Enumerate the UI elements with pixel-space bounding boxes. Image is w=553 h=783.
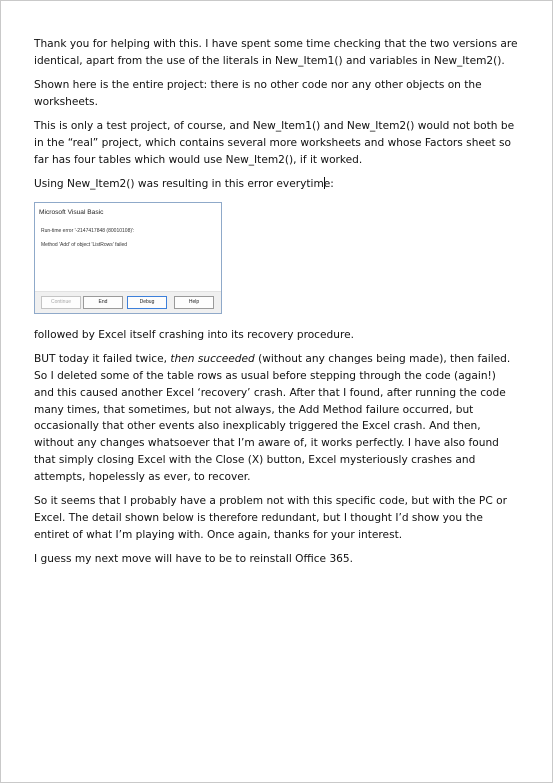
help-button[interactable]: Help (174, 296, 214, 309)
paragraph-5: followed by Excel itself crashing into its recovery procedure. (34, 328, 354, 341)
error-dialog-screenshot (34, 202, 222, 314)
document-body (34, 36, 519, 575)
paragraph-7: So it seems that I probably have a problem not with this specific code, but with the PC or Excel. The detail shown below is therefore redundant, but I thought I’d show you the entiret of what I’m playing with. Once again, thanks for your interest. (34, 495, 507, 541)
paragraph-4 (34, 176, 519, 193)
paragraph-6-text-a: BUT today it failed twice, (34, 353, 171, 366)
paragraph-2: Shown here is the entire project: there is no other code nor any other objects on the worksheets. (34, 79, 482, 108)
paragraph-1: Thank you for helping with this. I have spent some time checking that the two versions are identical, apart from the use of the literals in New_Item1() and variables in New_Item2(). (34, 38, 518, 67)
paragraph-6 (34, 351, 519, 485)
paragraph-4-text-a: Using New_Item2() was resulting in this error everytim (34, 178, 324, 191)
paragraph-6-emphasis: then succeeded (170, 353, 255, 366)
dialog-title: Microsoft Visual Basic (39, 208, 104, 216)
paragraph-3: This is only a test project, of course, and New_Item1() and New_Item2() would not both be in the “real” project, which contains several more worksheets and whose Factors sheet so far has four tables which would use New_Item2(), if it worked. (34, 120, 515, 166)
dialog-error-message: Method 'Add' of object 'ListRows' failed (41, 241, 128, 248)
paragraph-4-text-b: e: (323, 178, 334, 191)
continue-button[interactable]: Continue (41, 296, 81, 309)
dialog-error-code: Run-time error '-2147417848 (80010108)': (41, 227, 135, 234)
paragraph-8: I guess my next move will have to be to reinstall Office 365. (34, 552, 354, 565)
dialog-button-bar (35, 291, 221, 313)
end-button[interactable]: End (83, 296, 123, 309)
debug-button[interactable]: Debug (127, 296, 167, 309)
paragraph-6-text-b: (without any changes being made), then failed. So I deleted some of the table rows as usual before stepping through the code (again!) and this caused another Excel ‘recovery’ crash. After that I found, after running the code many times, that sometimes, but not always, the Add Method failure occurred, but occasionally that other events also inexplicably triggered the Excel crash. And then, without any changes whatsoever that I’m aware of, it works perfectly. I have also found that simply closing Excel with the Close (X) button, Excel mysteriously crashes and attempts, hopelessly as ever, to recover. (34, 353, 511, 483)
